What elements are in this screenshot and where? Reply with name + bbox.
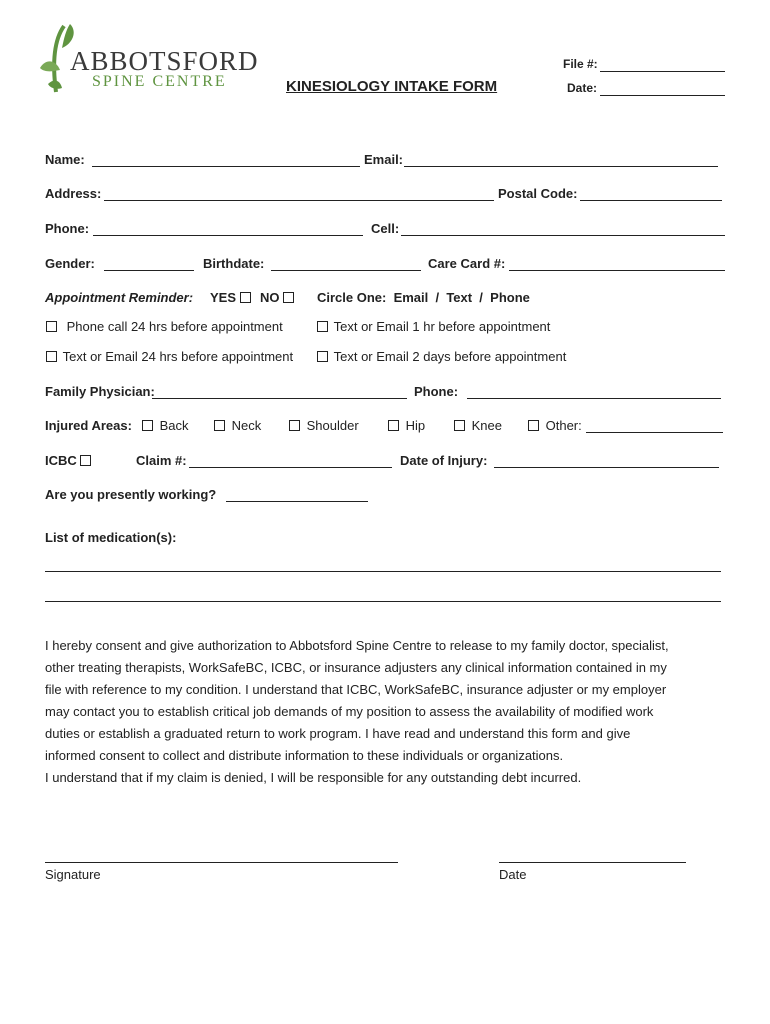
reminder-option-3 — [46, 349, 293, 364]
physician-phone-label: Phone: — [414, 384, 459, 399]
appointment-reminder-label: Appointment Reminder: — [45, 290, 194, 305]
injured-areas-label: Injured Areas: — [45, 418, 132, 433]
reminder-yes-label: YES — [210, 290, 237, 305]
consent-line: may contact you to establish critical job demands of my position to assess the availability of modified work — [45, 704, 654, 719]
injured-shoulder-checkbox[interactable] — [289, 420, 300, 431]
consent-line: informed consent to collect and distribute information to these individuals or organizations. — [45, 748, 564, 763]
cell-label: Cell: — [371, 221, 400, 236]
postal-code-field[interactable] — [580, 200, 722, 201]
logo-title: ABBOTSFORD — [70, 46, 259, 76]
date-of-injury-label: Date of Injury: — [400, 453, 488, 468]
injured-hip-checkbox[interactable] — [388, 420, 399, 431]
injured-other-field[interactable] — [586, 432, 723, 433]
injured-other-label: Other: — [545, 418, 582, 433]
form-title: KINESIOLOGY INTAKE FORM — [286, 78, 498, 95]
injured-other — [528, 418, 582, 433]
date-of-injury-field[interactable] — [494, 467, 719, 468]
physician-phone-field[interactable] — [467, 398, 721, 399]
logo — [34, 22, 259, 102]
injured-other-checkbox[interactable] — [528, 420, 539, 431]
family-physician-label: Family Physician: — [45, 384, 155, 399]
injured-neck — [214, 418, 261, 433]
care-card-field[interactable] — [509, 270, 725, 271]
reminder-option-1-checkbox[interactable] — [46, 321, 57, 332]
signature-field[interactable] — [45, 862, 398, 863]
email-field[interactable] — [404, 166, 718, 167]
gender-field[interactable] — [104, 270, 194, 271]
reminder-no-checkbox[interactable] — [283, 292, 294, 303]
phone-field[interactable] — [93, 235, 363, 236]
signature-label: Signature — [45, 867, 101, 882]
consent-line: duties or establish a graduated return to work program. I have read and understand this form and give — [45, 726, 631, 741]
gender-label: Gender: — [45, 256, 95, 271]
logo-subtitle: SPINE CENTRE — [92, 73, 227, 90]
reminder-option-1 — [46, 319, 283, 334]
icbc — [45, 453, 91, 468]
presently-working-label: Are you presently working? — [45, 487, 217, 502]
consent-paragraph — [45, 635, 735, 789]
email-label: Email: — [364, 152, 404, 167]
injured-hip-label: Hip — [405, 418, 426, 433]
name-label: Name: — [45, 152, 85, 167]
reminder-yes — [210, 290, 251, 305]
reminder-option-1-label: Phone call 24 hrs before appointment — [66, 319, 283, 334]
header-date-label: Date: — [567, 81, 598, 95]
name-field[interactable] — [92, 166, 360, 167]
icbc-label: ICBC — [45, 453, 77, 468]
claim-number-field[interactable] — [189, 467, 392, 468]
reminder-option-4 — [317, 349, 566, 364]
address-field[interactable] — [104, 200, 494, 201]
consent-line: other treating therapists, WorkSafeBC, ICBC, or insurance adjusters any clinical information contained in my — [45, 660, 667, 675]
reminder-no-label: NO — [260, 290, 280, 305]
family-physician-field[interactable] — [152, 398, 407, 399]
injured-back-label: Back — [159, 418, 189, 433]
injured-shoulder-label: Shoulder — [306, 418, 359, 433]
presently-working-field[interactable] — [226, 501, 368, 502]
consent-line: I hereby consent and give authorization to Abbotsford Spine Centre to release to my family doctor, specialist, — [45, 638, 669, 653]
consent-line: I understand that if my claim is denied, I will be responsible for any outstanding debt incurred. — [45, 770, 582, 785]
reminder-option-3-checkbox[interactable] — [46, 351, 57, 362]
file-number-field[interactable] — [600, 71, 725, 72]
medications-label: List of medication(s): — [45, 530, 177, 545]
injured-back-checkbox[interactable] — [142, 420, 153, 431]
injured-knee-checkbox[interactable] — [454, 420, 465, 431]
medications-line-1[interactable] — [45, 571, 721, 572]
address-label: Address: — [45, 186, 102, 201]
birthdate-field[interactable] — [271, 270, 421, 271]
reminder-option-4-checkbox[interactable] — [317, 351, 328, 362]
injured-back — [142, 418, 189, 433]
care-card-label: Care Card #: — [428, 256, 506, 271]
header-date-field[interactable] — [600, 95, 725, 96]
reminder-no — [260, 290, 294, 305]
reminder-option-4-label: Text or Email 2 days before appointment — [333, 349, 567, 364]
postal-code-label: Postal Code: — [498, 186, 578, 201]
birthdate-label: Birthdate: — [203, 256, 265, 271]
file-number-label: File #: — [563, 57, 598, 71]
reminder-option-3-label: Text or Email 24 hrs before appointment — [62, 349, 294, 364]
injured-shoulder — [289, 418, 359, 433]
signature-date-field[interactable] — [499, 862, 686, 863]
injured-knee — [454, 418, 502, 433]
injured-neck-checkbox[interactable] — [214, 420, 225, 431]
phone-label: Phone: — [45, 221, 90, 236]
consent-line: file with reference to my condition. I understand that ICBC, WorkSafeBC, insurance adjuster or my employer — [45, 682, 667, 697]
injured-neck-label: Neck — [231, 418, 262, 433]
injured-knee-label: Knee — [471, 418, 502, 433]
icbc-checkbox[interactable] — [80, 455, 91, 466]
signature-date-label: Date — [499, 867, 527, 882]
contact-method-circle-one[interactable]: Circle One: Email / Text / Phone — [317, 290, 530, 305]
medications-line-2[interactable] — [45, 601, 721, 602]
reminder-option-2 — [317, 319, 550, 334]
claim-number-label: Claim #: — [136, 453, 187, 468]
reminder-yes-checkbox[interactable] — [240, 292, 251, 303]
reminder-option-2-checkbox[interactable] — [317, 321, 328, 332]
cell-field[interactable] — [401, 235, 725, 236]
injured-hip — [388, 418, 425, 433]
reminder-option-2-label: Text or Email 1 hr before appointment — [333, 319, 551, 334]
